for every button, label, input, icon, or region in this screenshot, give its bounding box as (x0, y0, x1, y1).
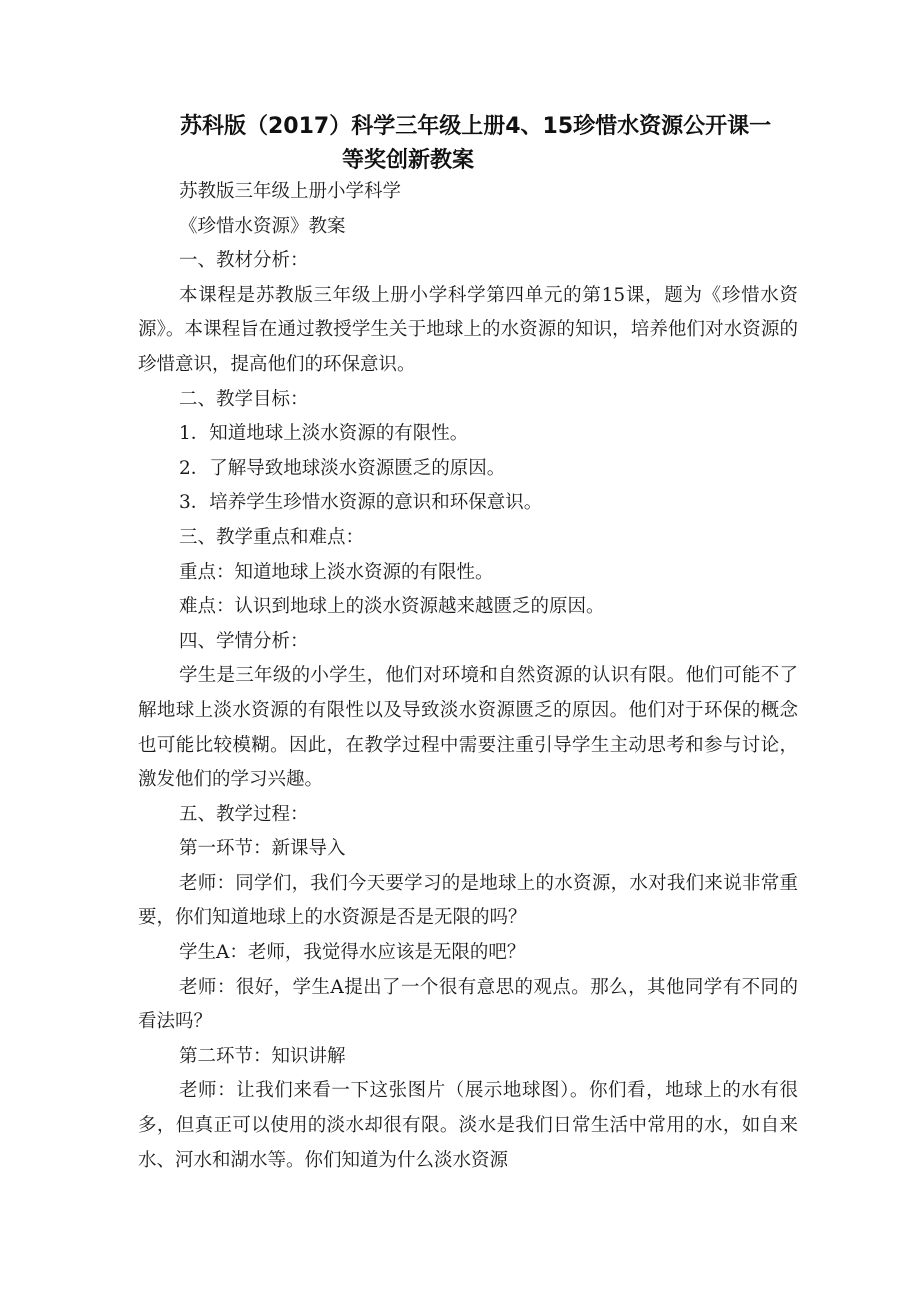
section-heading: 二、教学目标： (179, 388, 309, 410)
title-line-1: 苏科版（2017）科学三年级上册4、15珍惜水资源公开课一 (180, 114, 772, 139)
document-title (180, 110, 820, 178)
section-heading: 一、教材分析： (179, 250, 309, 272)
paragraph: 难点：认识到地球上的淡水资源越来越匮乏的原因。 (179, 596, 605, 618)
section-heading: 五、教学过程： (179, 803, 309, 825)
list-item: 3．培养学生珍惜水资源的意识和环保意识。 (179, 492, 543, 514)
dialogue-line: 老师：很好，学生A提出了一个很有意思的观点。那么，其他同学有不同的看法吗？ (138, 976, 798, 1033)
sub-heading: 第一环节：新课导入 (179, 838, 346, 860)
list-item: 2．了解导致地球淡水资源匮乏的原因。 (179, 457, 506, 479)
dialogue-line: 老师：同学们，我们今天要学习的是地球上的水资源，水对我们来说非常重要，你们知道地球上的水资源是否是无限的吗？ (138, 872, 798, 929)
dialogue-line: 老师：让我们来看一下这张图片（展示地球图）。你们看，地球上的水有很多，但真正可以使用的淡水却很有限。淡水是我们日常生活中常用的水，如自来水、河水和湖水等。你们知道为什么淡水资源 (138, 1080, 798, 1171)
sub-heading: 第二环节：知识讲解 (179, 1045, 346, 1067)
paragraph: 本课程是苏教版三年级上册小学科学第四单元的第15课，题为《珍惜水资源》。本课程旨在通过教授学生关于地球上的水资源的知识，培养他们对水资源的珍惜意识，提高他们的环保意识。 (138, 284, 798, 375)
subtitle-textbook: 苏教版三年级上册小学科学 (179, 181, 402, 202)
title-line-2: 等奖创新教案 (342, 148, 475, 173)
dialogue-line: 学生A：老师，我觉得水应该是无限的吧？ (179, 942, 526, 964)
document-body (138, 175, 798, 1178)
section-heading: 四、学情分析： (179, 630, 309, 652)
list-item: 1．知道地球上淡水资源的有限性。 (179, 423, 469, 445)
paragraph: 重点：知道地球上淡水资源的有限性。 (179, 561, 494, 583)
subtitle-lesson-plan: 《珍惜水资源》教案 (179, 215, 346, 237)
section-heading: 三、教学重点和难点： (179, 526, 365, 548)
paragraph: 学生是三年级的小学生，他们对环境和自然资源的认识有限。他们可能不了解地球上淡水资源的有限性以及导致淡水资源匮乏的原因。他们对于环保的概念也可能比较模糊。因此，在教学过程中需要注重引导学生主动思考和参与讨论，激发他们的学习兴趣。 (138, 665, 798, 791)
